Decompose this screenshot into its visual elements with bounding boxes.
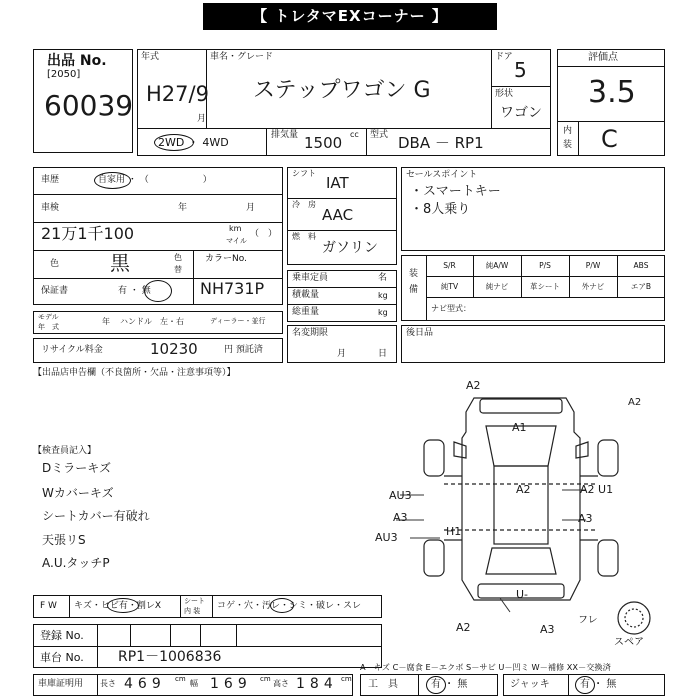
history-label: 車歴 [41,175,60,185]
drive-options: 2WD ・ 4WD [158,136,229,149]
mileage-mile-unit: マイル [226,237,247,245]
lot-number: 60039 [44,89,134,122]
mileage-value: 21万1千100 [41,224,135,243]
fuel-value: ガソリン [322,240,378,256]
inspector-note-2: Wカバーキズ [42,486,114,500]
fw-label: F W [40,601,57,611]
equip-tv: 純TV [440,282,459,291]
inspector-note-3: シートカバー有破れ [42,509,150,523]
height-unit: cm [341,675,352,683]
weight-label: 総重量 [292,307,320,317]
model-year-label-top: モデル [38,313,59,321]
recycle-unit: 円 預託済 [224,345,263,355]
damage-mark-rear-u: U- [516,588,529,601]
sales-point-2: ・8人乗り [410,202,471,217]
score-value: 3.5 [588,75,636,110]
mileage-paren: （ ） [250,229,278,239]
model-year-label-bottom: 年 式 [38,323,59,331]
lot-label: 出品 No. [47,53,107,69]
shape-value: ワゴン [500,105,542,121]
doors-label: ドア [495,52,513,62]
inspection-year-unit: 年 [178,203,188,213]
car-name-label: 車名・グレード [210,52,274,62]
width-value: 169 [210,676,252,692]
chassis-label: 車台 No. [40,651,84,664]
width-unit: cm [260,675,271,683]
recycle-label: リサイクル料金 [41,345,103,355]
year-month-unit: 月 [197,114,207,124]
damage-mark-fure: フレ [578,615,598,626]
inspector-note-4: 天張リS [42,533,86,547]
spare-label: スペア [614,637,644,648]
shift-label: シフト [292,169,316,178]
damage-mark-roof: A2 [516,483,531,496]
equip-ext-navi: 外ナビ [581,282,605,291]
length-value: 469 [124,676,166,692]
ac-label: 冷 房 [292,200,316,209]
equip-navi: 純ナビ [485,282,509,291]
damage-mark-top-right: A2 [628,397,642,408]
color-label: 色 [50,259,60,269]
damage-mark-rear-left: A2 [456,621,471,634]
equip-abs: ABS [633,261,649,270]
equip-sr: S/R [443,261,456,270]
load-label: 積載量 [292,290,320,300]
sales-point-1: ・スマートキー [410,184,501,199]
shift-value: IAT [326,174,349,192]
length-unit: cm [175,675,186,683]
displacement-unit: cc [350,130,359,139]
recycle-value: 10230 [150,340,198,358]
inspector-note-1: Dミラーキズ [42,461,112,475]
fw-options: キズ・ヒビ有・割レX [74,601,161,611]
damage-mark-rear-right: A3 [540,623,555,636]
damage-mark-top: A2 [466,379,481,392]
interior-label-bottom: 装 [563,140,573,150]
seat-label-bottom: 内 装 [184,607,201,615]
lot-small-box: [2050] [47,69,81,80]
color-change-top: 色 [174,253,182,262]
damage-mark-h1: H1 [446,525,462,538]
damage-mark-right-rear: A3 [578,512,593,525]
car-name-value: ステップワゴン G [253,78,431,103]
warranty-label: 保証書 [41,286,69,296]
load-unit: kg [378,291,388,300]
registration-label: 登録 No. [40,629,84,642]
inspector-label: 【検査員記入】 [33,446,97,456]
length-label: 長さ [100,679,116,688]
year-value: H27/9 [146,82,209,106]
jack-options: 有 ・ 無 [580,679,617,690]
color-code-label: カラーNo. [205,254,247,264]
fuel-label: 燃 料 [292,232,316,241]
cert-label: 車庫証明用 [38,679,84,689]
width-label: 幅 [190,679,198,688]
seat-label-top: シート [184,597,205,605]
dealer-options: ディーラー・並行 [210,317,266,325]
color-value: 黒 [110,251,130,275]
doors-value: 5 [514,58,527,82]
tools-options: 有 ・ 無 [431,679,468,690]
damage-mark-windshield: A1 [512,421,527,434]
retrofit-label: 後日品 [406,328,434,338]
reg-deadline-label: 名変期限 [292,328,329,338]
equipment-label-bottom: 備 [409,285,419,295]
height-value: 184 [296,676,338,692]
score-label: 評価点 [588,52,618,63]
equip-ps: P/S [539,261,551,270]
chassis-value: RP1－1006836 [118,649,222,665]
displacement-label: 排気量 [271,130,299,140]
damage-mark-left-front: AU3 [389,489,412,502]
reg-deadline-day: 日 [378,349,388,359]
warranty-options: 有 ・ 無 [118,286,151,296]
displacement-value: 1500 [304,134,343,152]
damage-mark-left-mid: A3 [393,511,408,524]
inspector-note-5: A.U.タッチP [42,556,110,570]
color-change-bottom: 替 [174,265,182,274]
damage-mark-left-rear: AU3 [375,531,398,544]
seat-options: コゲ・穴・汚レ・シミ・破レ・スレ [217,601,362,611]
equipment-label-top: 装 [409,269,419,279]
model-year-unit: 年 [102,317,110,326]
model-value: DBA － RP1 [398,134,484,152]
ac-value: AAC [322,206,354,224]
inspection-label: 車検 [41,203,60,213]
year-label: 年式 [141,52,160,62]
equip-pw: P/W [585,261,601,270]
document-title: 【 トレタマEXコーナー 】 [203,3,497,30]
mileage-km-unit: km [229,224,242,233]
color-code: NH731P [200,279,265,298]
capacity-unit: 名 [378,273,388,283]
height-label: 高さ [273,679,289,688]
reg-deadline-month: 月 [337,349,347,359]
interior-label-top: 内 [563,126,573,136]
jack-label: ジャッキ [510,679,550,690]
inspection-month-unit: 月 [246,203,256,213]
capacity-label: 乗車定員 [292,273,329,283]
interior-score: C [601,125,618,153]
model-label: 型式 [370,130,389,140]
equip-leather: 革シート [530,282,560,291]
history-options: 自家用 ・ （ ） [98,175,212,185]
sales-points-label: セールスポイント [406,170,478,180]
handle-options: ハンドル 左・右 [120,317,184,326]
damage-legend: A－キズ C－腐食 E－エクボ S－サビ U－凹ミ W－補修 XX－交換済 [360,662,611,672]
tools-label: 工 具 [368,679,398,690]
damage-mark-right-door: A2 U1 [580,483,614,496]
equip-airbag: エアB [630,282,652,291]
equip-aw: 純A/W [485,261,509,270]
shape-label: 形状 [495,89,514,99]
weight-unit: kg [378,308,388,317]
navi-model-label: ナビ型式： [431,304,471,313]
declaration-label: 【出品店申告欄（不良箇所・欠品・注意事項等）】 [33,368,236,378]
